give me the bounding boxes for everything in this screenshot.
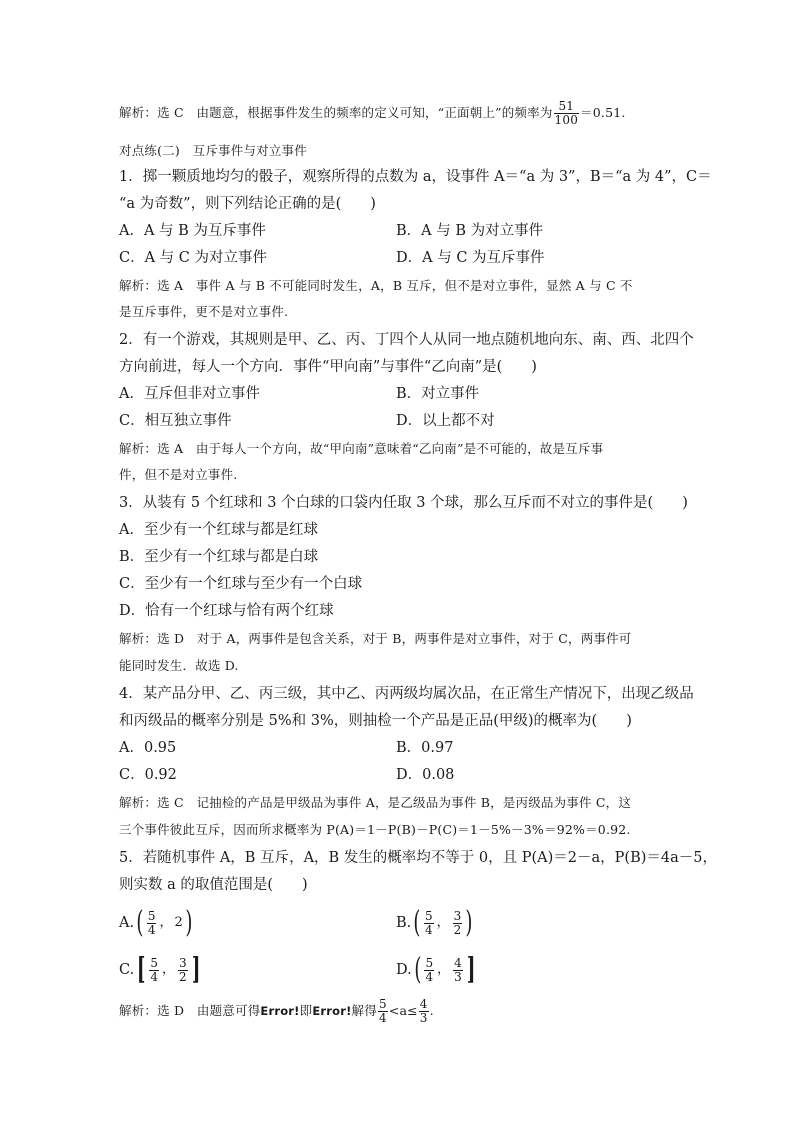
- q5-solution: [119, 998, 434, 1025]
- q1-stem-line1: 1．掷一颗质地均匀的骰子，观察所得的点数为 a，设事件 A＝“a 为 3”，B＝“a 为 4”，C＝: [119, 169, 712, 185]
- fraction-numerator: 51: [558, 99, 575, 113]
- comma: ，: [162, 962, 176, 977]
- close-paren: ): [185, 905, 193, 940]
- q4-option-d: D．0.08: [396, 767, 455, 783]
- q3-option-b: B．至少有一个红球与都是白球: [119, 549, 319, 565]
- q1-solution-line1: 解析：选 A 事件 A 与 B 不可能同时发生，A，B 互斥，但不是对立事件，显然 A 与 C 不: [119, 278, 633, 293]
- q4-stem-line1: 4．某产品分甲、乙、丙三级，其中乙、丙两级均属次品，在正常生产情况下，出现乙级品: [119, 686, 694, 702]
- fraction: [419, 998, 429, 1025]
- q1-option-b: B．A 与 B 为对立事件: [396, 223, 544, 239]
- fraction: [453, 910, 463, 937]
- open-paren: (: [136, 905, 144, 940]
- inequality: <a≤: [388, 1003, 418, 1018]
- open-paren: (: [414, 952, 422, 987]
- comma: ，: [437, 962, 451, 977]
- fraction-numerator: 4: [454, 955, 462, 970]
- period: .: [429, 1003, 434, 1018]
- fraction: [424, 910, 434, 937]
- fraction-denominator: 4: [150, 969, 159, 984]
- fraction-numerator: 3: [179, 955, 187, 970]
- section-title: 对点练(二) 互斥事件与对立事件: [119, 143, 307, 158]
- fraction-denominator: 4: [378, 1011, 387, 1025]
- q5-option-c: [119, 952, 203, 987]
- q2-solution-line2: 件，但不是对立事件.: [119, 467, 238, 482]
- error-placeholder: Error!: [312, 1004, 352, 1018]
- q3-option-a: A．至少有一个红球与都是红球: [119, 522, 318, 538]
- fraction-denominator: 3: [419, 1011, 428, 1025]
- q4-option-c: C．0.92: [119, 767, 177, 783]
- q2-option-c: C．相互独立事件: [119, 413, 232, 429]
- q4-solution-line1: 解析：选 C 记抽检的产品是甲级品为事件 A，是乙级品为事件 B，是丙级品为事件 C，这: [119, 795, 632, 810]
- q4-option-b: B．0.97: [396, 740, 454, 756]
- fraction-denominator: 3: [454, 969, 462, 984]
- q3-option-d: D．恰有一个红球与恰有两个红球: [119, 603, 334, 619]
- q2-option-b: B．对立事件: [396, 386, 480, 402]
- fraction-numerator: 5: [425, 955, 434, 970]
- fraction-denominator: 4: [147, 922, 156, 937]
- solution-text: 解析：选 D 由题意可得: [119, 1003, 261, 1018]
- upper-bound: 2: [174, 915, 183, 930]
- q3-solution-line2: 能同时发生．故选 D.: [119, 658, 239, 673]
- option-label: D.: [396, 962, 412, 978]
- fraction-numerator: 5: [150, 955, 159, 970]
- fraction: [147, 910, 157, 937]
- fraction-denominator: 2: [179, 969, 187, 984]
- fraction: [378, 998, 388, 1025]
- close-bracket: ]: [191, 952, 201, 987]
- q4-solution-line2: 三个事件彼此互斥，因而所求概率为 P(A)＝1－P(B)－P(C)＝1－5%－3%＝92%＝0.92.: [119, 822, 631, 837]
- option-label: A.: [119, 915, 135, 931]
- open-paren: (: [413, 905, 421, 940]
- fraction-denominator: 100: [554, 113, 579, 127]
- q1-option-d: D．A 与 C 为互斥事件: [396, 250, 545, 266]
- fraction-numerator: 5: [378, 997, 387, 1011]
- solution-text: 即: [299, 1003, 313, 1018]
- q2-stem-line2: 方向前进，每人一个方向．事件“甲向南”与事件“乙向南”是( ): [119, 359, 537, 375]
- intro-solution: [119, 100, 626, 127]
- option-label: C.: [119, 962, 135, 978]
- q3-solution-line1: 解析：选 D 对于 A，两事件是包含关系，对于 B，两事件是对立事件，对于 C，两事件可: [119, 631, 632, 646]
- q2-option-a: A．互斥但非对立事件: [119, 386, 260, 402]
- comma: ，: [436, 915, 450, 930]
- q5-option-d: [396, 952, 478, 987]
- fraction-numerator: 4: [419, 997, 428, 1011]
- fraction-denominator: 4: [424, 922, 433, 937]
- q1-solution-line2: 是互斥事件，更不是对立事件.: [119, 304, 289, 319]
- open-bracket: [: [137, 952, 146, 987]
- q1-stem-line2: “a 为奇数”，则下列结论正确的是( ): [119, 196, 376, 212]
- option-label: B.: [396, 915, 412, 931]
- fraction: [424, 957, 434, 984]
- q4-option-a: A．0.95: [119, 740, 177, 756]
- q5-option-a: [119, 905, 194, 940]
- fraction: [453, 957, 463, 984]
- solution-text: 解得: [351, 1003, 377, 1018]
- q4-stem-line2: 和丙级品的概率分别是 5%和 3%，则抽检一个产品是正品(甲级)的概率为( ): [119, 713, 632, 729]
- close-bracket: ]: [466, 952, 476, 987]
- q3-option-c: C．至少有一个红球与至少有一个白球: [119, 576, 363, 592]
- q5-stem-line2: 则实数 a 的取值范围是( ): [119, 877, 308, 893]
- close-paren: ): [465, 905, 473, 940]
- comma: ，: [159, 915, 173, 930]
- fraction-denominator: 4: [425, 969, 434, 984]
- q2-option-d: D．以上都不对: [396, 413, 495, 429]
- q2-stem-line1: 2．有一个游戏，其规则是甲、乙、丙、丁四个人从同一地点随机地向东、南、西、北四个: [119, 332, 694, 348]
- q1-option-c: C．A 与 C 为对立事件: [119, 250, 267, 266]
- q3-stem-line1: 3．从装有 5 个红球和 3 个白球的口袋内任取 3 个球，那么互斥而不对立的事件是( ): [119, 495, 688, 511]
- intro-solution-text: 解析：选 C 由题意，根据事件发生的频率的定义可知，“正面朝上”的频率为: [119, 105, 553, 120]
- fraction-numerator: 5: [424, 908, 433, 923]
- fraction: [178, 957, 188, 984]
- error-placeholder: Error!: [260, 1004, 300, 1018]
- q5-option-b: [396, 905, 475, 940]
- intro-fraction: [554, 100, 580, 127]
- q2-solution-line1: 解析：选 A 由于每人一个方向，故“甲向南”意味着“乙向南”是不可能的，故是互斥事: [119, 441, 604, 456]
- intro-solution-suffix: ＝0.51.: [580, 105, 626, 120]
- fraction-numerator: 3: [453, 908, 462, 923]
- fraction: [149, 957, 159, 984]
- fraction-numerator: 5: [147, 908, 156, 923]
- q1-option-a: A．A 与 B 为互斥事件: [119, 223, 266, 239]
- q5-stem-line1: 5．若随机事件 A，B 互斥，A，B 发生的概率均不等于 0，且 P(A)＝2－a，P(B)＝4a－5，: [119, 850, 717, 866]
- fraction-denominator: 2: [453, 922, 462, 937]
